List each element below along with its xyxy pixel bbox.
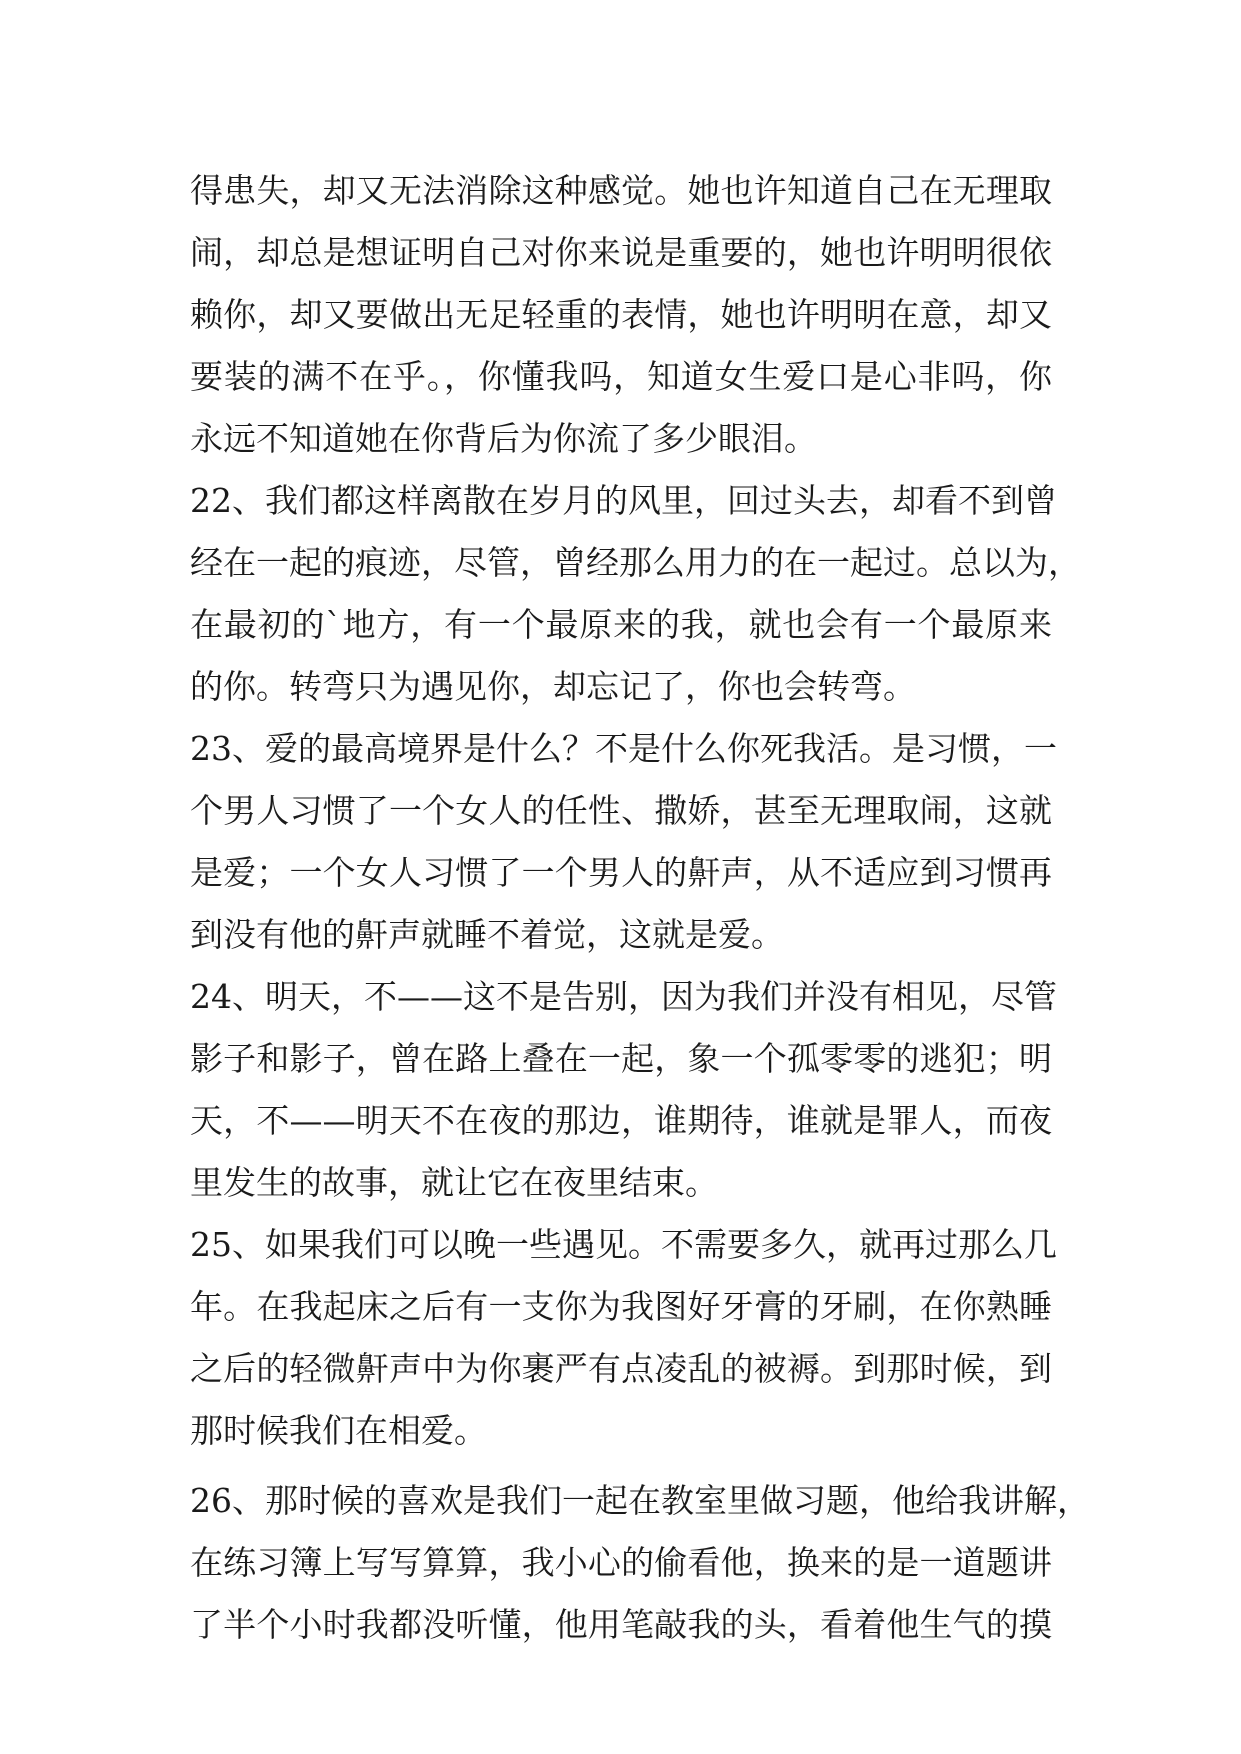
text-line: 经在一起的痕迹，尽管，曾经那么用力的在一起过。总以为， [190,543,1081,582]
text-line: 之后的轻微鼾声中为你裹严有点凌乱的被褥。到那时候，到 [190,1349,1052,1388]
text-line: 赖你，却又要做出无足轻重的表情，她也许明明在意，却又 [190,295,1052,334]
text-line: 里发生的故事，就让它在夜里结束。 [190,1163,718,1202]
text-line: 年。在我起床之后有一支你为我图好牙膏的牙刷，在你熟睡 [190,1287,1052,1326]
text-line: 闹，却总是想证明自己对你来说是重要的，她也许明明很依 [190,233,1052,272]
document-page [190,160,1090,1644]
text-line: 了半个小时我都没听懂，他用笔敲我的头，看着他生气的摸 [190,1605,1052,1644]
text-line: 要装的满不在乎。，你懂我吗，知道女生爱口是心非吗，你 [190,357,1052,396]
text-line: 天，不——明天不在夜的那边，谁期待，谁就是罪人，而夜 [190,1101,1052,1140]
text-line: 的你。转弯只为遇见你，却忘记了，你也会转弯。 [190,667,916,706]
text-line: 影子和影子，曾在路上叠在一起，象一个孤零零的逃犯；明 [190,1039,1052,1078]
text-line: 26、那时候的喜欢是我们一起在教室里做习题，他给我讲解， [190,1481,1090,1520]
text-line: 永远不知道她在你背后为你流了多少眼泪。 [190,419,817,458]
text-line: 在练习簿上写写算算，我小心的偷看他，换来的是一道题讲 [190,1543,1052,1582]
text-line: 25、如果我们可以晚一些遇见。不需要多久，就再过那么几 [190,1225,1057,1264]
text-line: 22、我们都这样离散在岁月的风里，回过头去，却看不到曾 [190,481,1057,520]
text-line: 那时候我们在相爱。 [190,1411,487,1450]
text-line: 在最初的`地方，有一个最原来的我，就也会有一个最原来 [190,605,1052,644]
text-line: 24、明天，不——这不是告别，因为我们并没有相见，尽管 [190,977,1057,1016]
text-line: 个男人习惯了一个女人的任性、撒娇，甚至无理取闹，这就 [190,791,1052,830]
text-line: 到没有他的鼾声就睡不着觉，这就是爱。 [190,915,784,954]
text-line: 23、爱的最高境界是什么？不是什么你死我活。是习惯，一 [190,729,1057,768]
text-line: 得患失，却又无法消除这种感觉。她也许知道自己在无理取 [190,171,1052,210]
text-line: 是爱；一个女人习惯了一个男人的鼾声，从不适应到习惯再 [190,853,1052,892]
